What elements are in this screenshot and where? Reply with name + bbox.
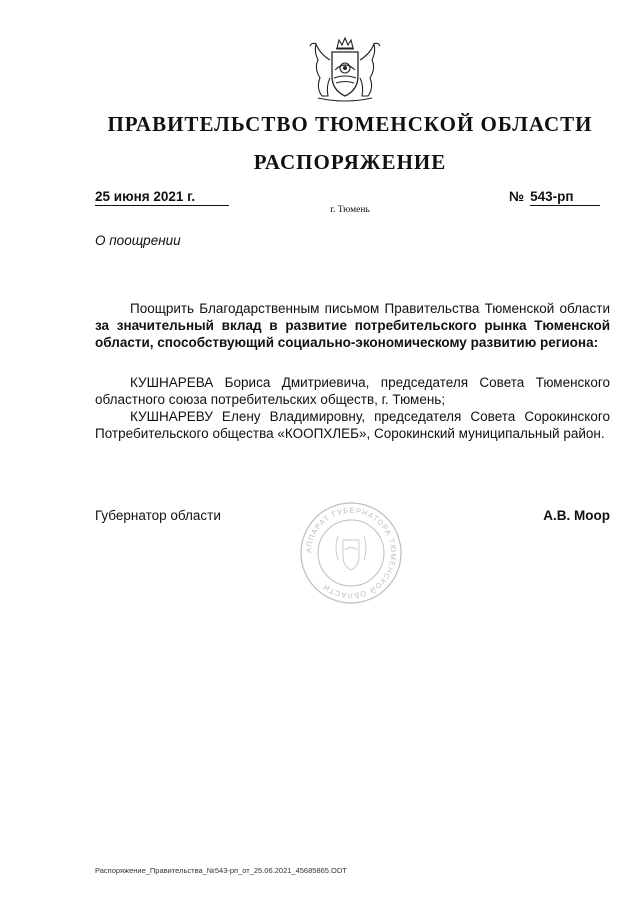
document-date: 25 июня 2021 г.	[95, 188, 229, 206]
document-subject: О поощрении	[95, 233, 181, 248]
document-type: РАСПОРЯЖЕНИЕ	[253, 150, 447, 174]
body-paragraph-1	[95, 300, 610, 351]
signatory-name: А.В. Моор	[543, 508, 610, 523]
number-sign: №	[509, 189, 525, 204]
paragraph-1-bold: за значительный вклад в развитие потребительского рынка Тюменской области, способствующий социально-экономическому развитию региона:	[95, 318, 610, 350]
document-city: г. Тюмень	[330, 205, 370, 215]
government-title: ПРАВИТЕЛЬСТВО ТЮМЕНСКОЙ ОБЛАСТИ	[107, 112, 593, 136]
official-seal-stamp-icon	[298, 500, 404, 606]
body-paragraph-3: КУШНАРЕВУ Елену Владимировну, председателя Совета Сорокинского Потребительского общества «КООПХЛЕБ», Сорокинский муниципальный район.	[95, 409, 610, 441]
seal-text: АППАРАТ ГУБЕРНАТОРА ТЮМЕНСКОЙ ОБЛАСТИ	[303, 505, 399, 601]
coat-of-arms-icon	[304, 34, 386, 104]
signatory-title: Губернатор области	[95, 508, 221, 523]
document-number	[509, 188, 600, 206]
paragraph-1-text: Поощрить Благодарственным письмом Правительства Тюменской области	[130, 301, 610, 316]
footer-filename: Распоряжение_Правительства_№543-рп_от_25.06.2021_45685865.ODT	[95, 866, 347, 875]
number-value: 543-рп	[530, 188, 600, 206]
body-paragraph-2: КУШНАРЕВА Бориса Дмитриевича, председателя Совета Тюменского областного союза потребительских обществ, г. Тюмень;	[95, 375, 610, 407]
